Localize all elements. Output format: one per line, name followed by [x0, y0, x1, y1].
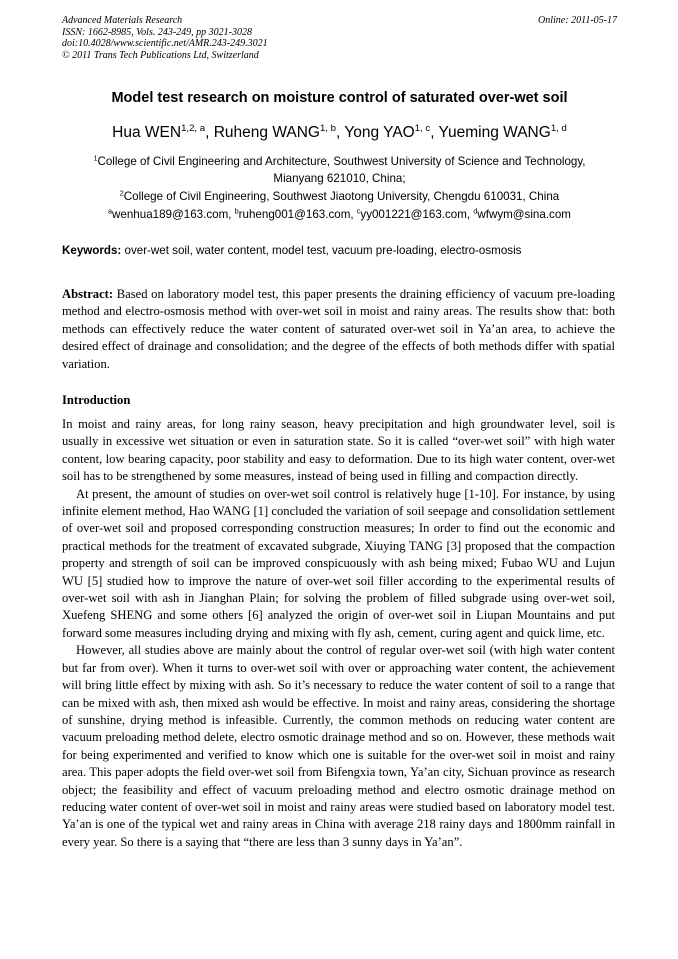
author-name: Hua WEN	[112, 124, 182, 141]
email-mark: b	[234, 206, 239, 216]
affiliation-text: College of Civil Engineering, Southwest Jiaotong University, Chengdu 610031, China	[123, 190, 560, 203]
body-paragraph: However, all studies above are mainly about the control of regular over-wet soil (with high water content but far from over). When it turns to over-wet soil with over or approaching water content, the achievement will bring little effect by mixing with ash. So it’s necessary to reduce the water content of soil to a range that can be mixed with ash, then mixed ash would be effective. In moist and rainy areas, considering the shortage of sunshine, drying method is infeasible. Currently, the common methods on reducing water content are vacuum preloading method delete, electro osmotic drainage method and so on. However, these methods wait for being experimented and verified to know which one is suitable for the over-wet soil in moist and rainy area. This paper adopts the field over-wet soil from Bifengxia town, Ya’an city, Sichuan province as research object; the feasibility and effect of vacuum preloading method and electro osmotic drainage method on reducing water content of over-wet soil in moist and rainy areas were studied based on laboratory model test. Ya’an is one of the typical wet and rainy areas in China with average 218 rainy days and 1800mm rainfall in every year. So there is a saying that “there are less than 3 sunny days in Ya’an”.	[62, 643, 615, 849]
author-affiliation-mark: 1, c	[414, 123, 431, 135]
author-name: Yong YAO	[344, 124, 415, 141]
email-mark: a	[108, 206, 113, 216]
keywords-label: Keywords:	[62, 244, 122, 257]
email-mark: c	[356, 206, 361, 216]
abstract	[62, 286, 615, 373]
body-paragraph: In moist and rainy areas, for long rainy season, heavy precipitation and high groundwater level, soil is usually in excessive wet situation or even in saturation state. So it is called “over-wet soil” with high water content, low bearing capacity, poor stability and easy to deformation. Due to its high water content, over-wet soil has to be strengthened by some measures, instead of being used in filling and compaction directly.	[62, 417, 615, 484]
keywords-text: over-wet soil, water content, model test, vacuum pre-loading, electro-osmosis	[121, 244, 522, 257]
affiliation-text: College of Civil Engineering and Architecture, Southwest University of Science and Technology,	[97, 155, 586, 168]
affiliation-text: Mianyang 621010, China;	[273, 172, 406, 185]
author-affiliation-mark: 1,2, a	[181, 123, 206, 135]
affiliation-1	[62, 153, 617, 187]
email-mark: d	[473, 206, 478, 216]
paper-title: Model test research on moisture control of saturated over-wet soil	[111, 90, 568, 106]
journal-header	[62, 15, 617, 61]
affiliation-2	[62, 188, 617, 205]
abstract-text: Based on laboratory model test, this paper presents the draining efficiency of vacuum pre-loading method and electro-osmosis method with over-wet soil in moist and rainy areas. The results show that: both methods can effectively reduce the water content of saturated over-wet soil in Ya’an area, to achieve the desired effect of drainage and consolidation; and the degree of the effects of both methods differ with spatial variation.	[62, 287, 615, 371]
author-name: Yueming WANG	[438, 124, 551, 141]
journal-name: Advanced Materials Research	[62, 15, 183, 26]
affiliation-mark: 1	[93, 153, 98, 163]
email-address: ruheng001@163.com,	[238, 208, 357, 221]
author-affiliation-mark: 1, b	[319, 123, 336, 135]
email-address: wenhua189@163.com,	[112, 208, 235, 221]
section-heading-introduction: Introduction	[62, 393, 131, 407]
introduction-body	[62, 416, 615, 851]
affiliation-mark: 2	[119, 188, 124, 198]
abstract-label: Abstract:	[62, 287, 114, 301]
author-affiliation-mark: 1, d	[550, 123, 567, 135]
doi-line: doi:10.4028/www.scientific.net/AMR.243-249.3021	[62, 38, 268, 49]
author-list: Hua WEN$^{1,2, a}$, Ruheng WANG$^{1, b}$, Yong YAO$^{1, c}$, Yueming WANG$^{1, d}$	[112, 123, 567, 141]
copyright-line: © 2011 Trans Tech Publications Ltd, Switzerland	[62, 49, 259, 61]
keywords	[62, 244, 617, 257]
email-address: wfwym@sina.com	[477, 208, 571, 221]
author-name: Ruheng WANG	[213, 124, 320, 141]
issn-line: ISSN: 1662-8985, Vols. 243-249, pp 3021-3028	[62, 26, 252, 38]
email-address: yy001221@163.com,	[360, 208, 474, 221]
online-date: Online: 2011-05-17	[538, 15, 617, 26]
email-list	[62, 206, 617, 223]
body-paragraph: At present, the amount of studies on over-wet soil control is relatively huge [1-10]. For instance, by using infinite element method, Hao WANG [1] concluded the variation of soil seepage and consolidation settlement of over-wet soil and proposed corresponding construction measures; In order to find out the economic and practical methods for the treatment of excavated subgrade, Xiuying TANG [3] proposed that the compaction property and strength of soil can be improved conspicuously with ash being mixed; Fubao WU and Lujun WU [5] studied how to improve the nature of over-wet soil filler according to the experimental results of over-wet soil with ash in Jianghan Plain; for solving the problem of filled subgrade using over-wet soil, Xuefeng SHENG and some others [6] analyzed the origin of over-wet soil in Liupan Mountains and put forward some measures including drying and mixing with fly ash, cement, curing agent and quick lime, etc.	[62, 486, 615, 640]
